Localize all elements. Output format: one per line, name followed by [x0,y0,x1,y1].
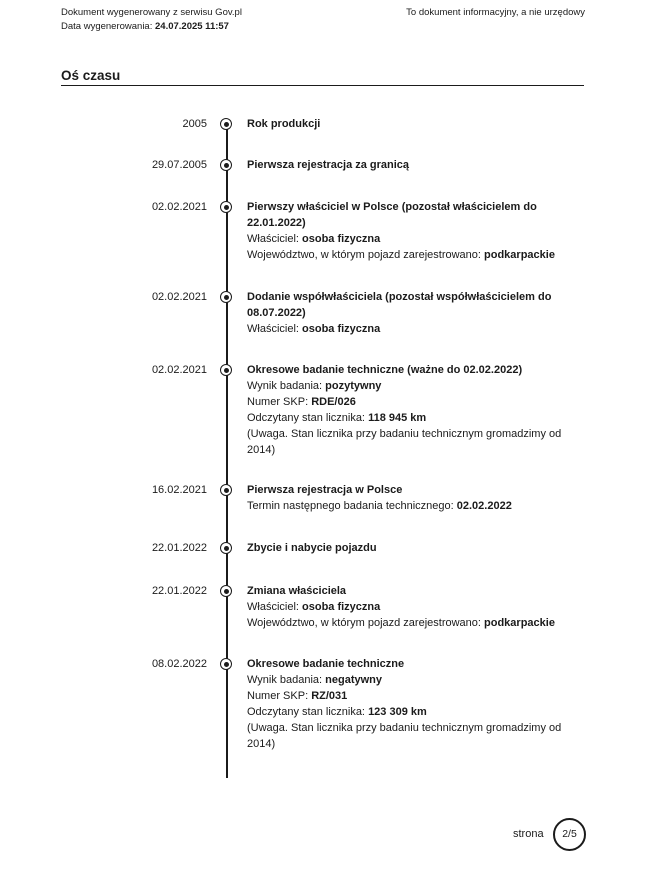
informational-notice: To dokument informacyjny, a nie urzędowy [406,7,585,18]
event-date: 02.02.2021 [151,291,207,303]
owner-value: osoba fizyczna [302,233,381,245]
timeline-dot-icon [220,291,232,303]
result-value: negatywny [325,674,383,686]
next-inspection-value: 02.02.2022 [456,500,512,512]
event-title: Pierwsza rejestracja za granicą [247,159,410,171]
next-inspection-row [247,498,567,514]
result-row [247,672,567,688]
timeline-dot-icon [220,118,232,130]
event-date: 08.02.2022 [151,658,207,670]
event-body [247,583,567,631]
result-label: Wynik badania: [247,380,323,392]
generated-date-row [61,20,242,34]
odometer-note: (Uwaga. Stan licznika przy badaniu technicznym gromadzimy od 2014) [247,428,562,456]
generated-source-text: Dokument wygenerowany z serwisu Gov.pl [61,7,242,18]
region-label: Województwo, w którym pojazd zarejestrowano: [247,617,481,629]
event-body [247,199,567,263]
odometer-row [247,410,567,426]
skp-label: Numer SKP: [247,396,309,408]
skp-value: RZ/031 [311,690,348,702]
result-row [247,378,567,394]
event-body [247,157,567,173]
page-number-indicator: 2/5 [553,818,586,851]
owner-row [247,321,567,337]
timeline-dot-icon [220,484,232,496]
region-row [247,615,567,631]
event-title: Pierwsza rejestracja w Polsce [247,484,403,496]
timeline-dot-icon [220,201,232,213]
owner-row [247,599,567,615]
timeline-dot-icon [220,585,232,597]
event-body [247,540,567,556]
region-value: podkarpackie [484,249,555,261]
timeline-dot-icon [220,364,232,376]
event-body [247,362,567,458]
event-body [247,289,567,337]
event-date: 16.02.2021 [151,484,207,496]
generated-date-label: Data wygenerowania: [61,21,153,32]
region-label: Województwo, w którym pojazd zarejestrowano: [247,249,481,261]
document-header-info [61,6,242,34]
skp-value: RDE/026 [311,396,356,408]
odometer-label: Odczytany stan licznika: [247,706,365,718]
event-title: Zmiana właściciela [247,585,347,597]
event-title: Zbycie i nabycie pojazdu [247,542,377,554]
event-date: 2005 [182,118,207,130]
odometer-value: 118 945 km [368,412,427,424]
event-date: 22.01.2022 [151,542,207,554]
owner-label: Właściciel: [247,233,299,245]
event-title: Pierwszy właściciel w Polsce (pozostał właścicielem do 22.01.2022) [247,201,537,229]
skp-row [247,394,567,410]
event-date: 29.07.2005 [151,159,207,171]
skp-row [247,688,567,704]
odometer-value: 123 309 km [368,706,427,718]
owner-value: osoba fizyczna [302,323,381,335]
owner-value: osoba fizyczna [302,601,381,613]
timeline-dot-icon [220,542,232,554]
event-date: 02.02.2021 [151,364,207,376]
owner-label: Właściciel: [247,323,299,335]
odometer-note: (Uwaga. Stan licznika przy badaniu technicznym gromadzimy od 2014) [247,722,562,750]
event-body [247,656,567,752]
event-body [247,116,567,132]
event-title: Rok produkcji [247,118,321,130]
event-title: Dodanie współwłaściciela (pozostał współwłaścicielem do 08.07.2022) [247,291,552,319]
timeline-dot-icon [220,658,232,670]
odometer-label: Odczytany stan licznika: [247,412,365,424]
generated-date-value: 24.07.2025 11:57 [155,21,229,32]
timeline-dot-icon [220,159,232,171]
result-value: pozytywny [325,380,382,392]
section-title: Oś czasu [61,68,584,86]
owner-label: Właściciel: [247,601,299,613]
event-body [247,482,567,514]
skp-label: Numer SKP: [247,690,309,702]
region-value: podkarpackie [484,617,555,629]
page-label: strona [513,828,544,840]
event-title: Okresowe badanie techniczne (ważne do 02.02.2022) [247,364,523,376]
event-date: 22.01.2022 [151,585,207,597]
region-row [247,247,567,263]
result-label: Wynik badania: [247,674,323,686]
timeline-line [226,123,228,778]
event-title: Okresowe badanie techniczne [247,658,405,670]
next-inspection-label: Termin następnego badania technicznego: [247,500,454,512]
event-date: 02.02.2021 [151,201,207,213]
owner-row [247,231,567,247]
odometer-row [247,704,567,720]
